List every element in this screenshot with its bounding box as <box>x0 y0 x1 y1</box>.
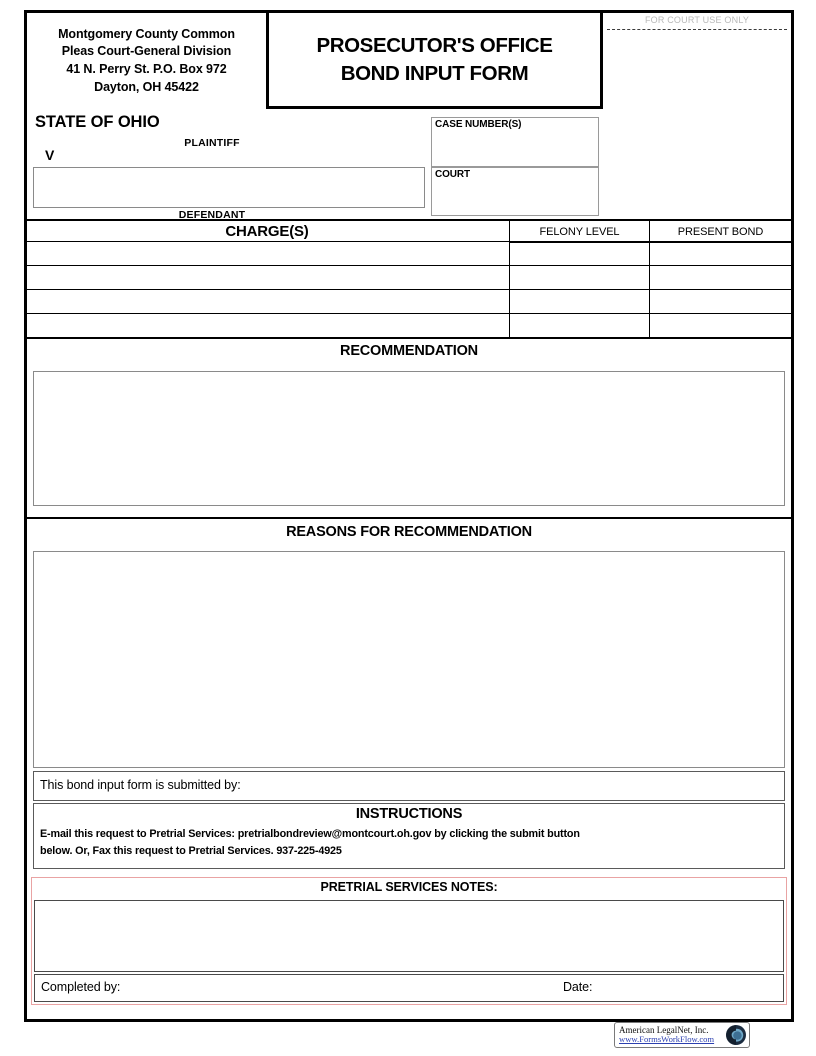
instructions-box <box>33 803 785 869</box>
completed-by-row[interactable] <box>34 974 784 1002</box>
agency-line-4: Dayton, OH 45422 <box>94 79 199 94</box>
table-row <box>27 265 791 289</box>
recommendation-title: RECOMMENDATION <box>340 343 478 359</box>
form-title-line-2: BOND INPUT FORM <box>340 61 529 85</box>
table-row <box>27 241 791 265</box>
defendant-label: DEFENDANT <box>178 209 246 221</box>
charge-felony-level-input[interactable] <box>509 290 649 313</box>
state-of-ohio-label: STATE OF OHIO <box>35 113 160 131</box>
charge-present-bond-input[interactable] <box>649 314 791 337</box>
submitted-by-row[interactable] <box>33 771 785 801</box>
agency-line-3: 41 N. Perry St. P.O. Box 972 <box>66 62 227 76</box>
recommendation-input[interactable] <box>33 371 785 506</box>
plaintiff-label: PLAINTIFF <box>184 137 240 149</box>
court-use-dashed-divider <box>607 29 787 30</box>
versus-label: V <box>45 147 55 163</box>
instructions-title: INSTRUCTIONS <box>355 806 463 822</box>
form-title-block <box>269 13 603 109</box>
defendant-input[interactable] <box>33 167 425 208</box>
case-number-label: CASE NUMBER(S) <box>435 119 522 130</box>
form-title-line-1: PROSECUTOR'S OFFICE <box>316 34 553 58</box>
column-header-present-bond: PRESENT BOND <box>649 221 791 243</box>
completed-by-label: Completed by: <box>41 980 121 994</box>
date-label: Date: <box>563 980 593 994</box>
case-court-column <box>431 117 599 216</box>
pretrial-services-notes-title: PRETRIAL SERVICES NOTES: <box>320 880 498 894</box>
charge-felony-level-input[interactable] <box>509 266 649 289</box>
charges-bottom-divider <box>27 337 791 339</box>
for-court-use-only-label: FOR COURT USE ONLY <box>644 15 750 25</box>
charge-description-input[interactable] <box>27 242 509 265</box>
column-header-felony-level: FELONY LEVEL <box>509 221 649 243</box>
charge-description-input[interactable] <box>27 314 509 337</box>
instructions-line-1: E-mail this request to Pretrial Services: pretrialbondreview@montcourt.oh.gov by clicking the submit button <box>40 828 580 840</box>
charges-title: CHARGE(S) <box>225 223 309 240</box>
reasons-for-recommendation-input[interactable] <box>33 551 785 768</box>
legalnet-circle-icon <box>723 1023 749 1047</box>
instructions-line-2: below. Or, Fax this request to Pretrial Services. 937-225-4925 <box>40 845 342 858</box>
charge-felony-level-input[interactable] <box>509 242 649 265</box>
charge-felony-level-input[interactable] <box>509 314 649 337</box>
reasons-for-recommendation-title: REASONS FOR RECOMMENDATION <box>286 524 532 540</box>
charge-present-bond-input[interactable] <box>649 266 791 289</box>
pretrial-services-notes-input[interactable] <box>34 900 784 972</box>
pretrial-services-section <box>31 877 787 1005</box>
for-court-use-only-box <box>603 13 791 219</box>
table-row <box>27 313 791 337</box>
charge-present-bond-input[interactable] <box>649 242 791 265</box>
court-label: COURT <box>435 169 471 180</box>
charge-present-bond-input[interactable] <box>649 290 791 313</box>
case-number-cell[interactable] <box>432 118 598 168</box>
charges-header-row <box>27 219 791 241</box>
court-cell[interactable] <box>432 168 598 215</box>
footer-company-name: American LegalNet, Inc. <box>619 1025 709 1036</box>
american-legalnet-logo[interactable] <box>614 1022 750 1048</box>
charge-description-input[interactable] <box>27 290 509 313</box>
table-row <box>27 289 791 313</box>
agency-address-block <box>27 13 269 109</box>
agency-line-1: Montgomery County Common <box>58 26 235 41</box>
agency-line-2: Pleas Court-General Division <box>61 44 232 59</box>
recommendation-bottom-divider <box>27 517 791 519</box>
bond-input-form <box>24 10 794 1022</box>
charge-description-input[interactable] <box>27 266 509 289</box>
footer-website-link[interactable]: www.FormsWorkFlow.com <box>619 1034 715 1045</box>
submitted-by-label: This bond input form is submitted by: <box>40 778 241 792</box>
